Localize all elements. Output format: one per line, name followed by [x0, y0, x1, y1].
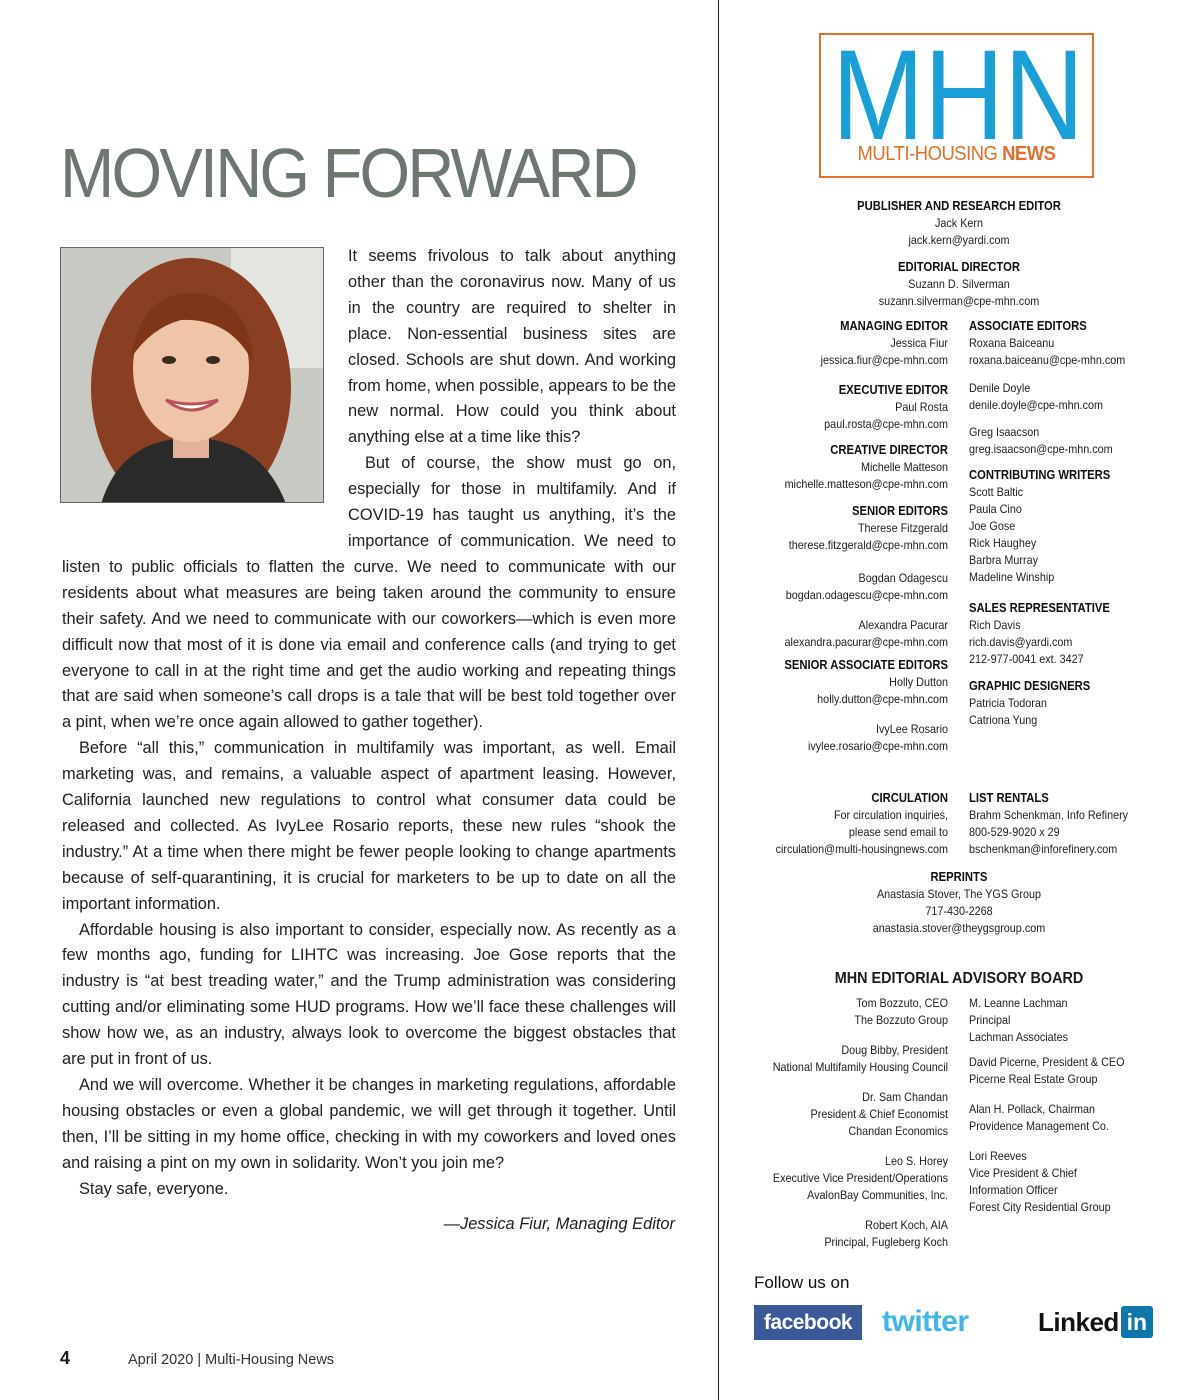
twitter-logo-link[interactable]: twitter [882, 1305, 969, 1338]
masthead-email: rich.davis@yardi.com [969, 635, 1073, 649]
masthead-circulation [756, 790, 948, 858]
board-member-line: Dr. Sam Chandan [862, 1090, 948, 1104]
board-member-line: Robert Koch, AIA [865, 1218, 948, 1232]
masthead-list-rentals [969, 790, 1146, 858]
masthead-name: Suzann D. Silverman [908, 277, 1010, 291]
board-member-line: Information Officer [969, 1183, 1058, 1197]
board-member-line: Tom Bozzuto, CEO [856, 996, 948, 1010]
board-member-line: Alan H. Pollack, Chairman [969, 1102, 1096, 1116]
masthead-contributing-writers [969, 467, 1126, 586]
board-member-line: Vice President & Chief [969, 1166, 1077, 1180]
masthead-line: Brahm Schenkman, Info Refinery [969, 808, 1129, 822]
masthead-name: Michelle Matteson [860, 460, 948, 474]
board-member-line: M. Leanne Lachman [969, 996, 1068, 1010]
masthead-heading: EXECUTIVE EDITOR [838, 383, 948, 397]
masthead-publisher [846, 198, 1072, 249]
logo-subtitle-bold: NEWS [1002, 143, 1056, 165]
masthead-email: jack.kern@yardi.com [908, 233, 1010, 247]
masthead-heading: EDITORIAL DIRECTOR [898, 260, 1020, 274]
masthead-name: Greg Isaacson [969, 425, 1040, 439]
board-member-line: David Picerne, President & CEO [969, 1055, 1125, 1069]
linkedin-icon: in [1121, 1306, 1153, 1338]
masthead-email: holly.dutton@cpe-mhn.com [817, 692, 948, 706]
masthead-executive-editor [810, 382, 948, 433]
masthead-line: please send email to [848, 825, 948, 839]
editorial-article [62, 244, 676, 1203]
article-paragraph: Affordable housing is also important to consider, especially now. As recently as a few months ago, funding for LIHTC was increasing. Joe Gose reports that the industry is “at best treading water,” and the Trump administration was considering cutting and/or eliminating some HUD programs. How we’ll face these challenges will show how we, as an industry, always look to overcome the biggest obstacles that are put in front of us. [62, 920, 676, 1069]
masthead-name: IvyLee Rosario [875, 722, 948, 736]
masthead-name: Patricia Todoran [969, 696, 1047, 710]
board-member-line: Providence Management Co. [969, 1119, 1109, 1133]
masthead-name: Catriona Yung [969, 713, 1038, 727]
masthead-name: Bogdan Odagescu [858, 571, 948, 585]
masthead-name: Jack Kern [934, 216, 984, 230]
follow-us-label: Follow us on [754, 1273, 850, 1292]
masthead-name: Rick Haughey [969, 536, 1037, 550]
masthead-email: suzann.silverman@cpe-mhn.com [878, 294, 1040, 308]
advisory-board-title-text: MHN EDITORIAL ADVISORY BOARD [834, 970, 1084, 987]
masthead-editorial-director [870, 259, 1048, 310]
advisory-board-right-column [969, 995, 1142, 1216]
masthead-heading: GRAPHIC DESIGNERS [969, 679, 1091, 693]
masthead-email: paul.rosta@cpe-mhn.com [824, 417, 948, 431]
board-member-line: President & Chief Economist [810, 1107, 948, 1121]
board-member-line: National Multifamily Housing Council [772, 1060, 948, 1074]
board-member-line: Chandan Economics [848, 1124, 948, 1138]
board-member-line: Principal, Fugleberg Koch [824, 1235, 948, 1249]
board-member-line: Picerne Real Estate Group [969, 1072, 1098, 1086]
masthead-email: anastasia.stover@theygsgroup.com [872, 921, 1046, 935]
masthead-name: Denile Doyle [969, 381, 1031, 395]
board-member-line: Executive Vice President/Operations [772, 1171, 948, 1185]
masthead-heading: REPRINTS [930, 870, 988, 884]
masthead-sales [969, 600, 1126, 668]
board-member-line: Lori Reeves [969, 1149, 1027, 1163]
masthead-graphic-designers [969, 678, 1104, 729]
masthead-line: For circulation inquiries, [833, 808, 948, 822]
facebook-logo-link[interactable]: facebook [754, 1305, 862, 1340]
masthead-email: denile.doyle@cpe-mhn.com [969, 398, 1104, 412]
board-member-line: Forest City Residential Group [969, 1200, 1111, 1214]
article-paragraph: And we will overcome. Whether it be changes in marketing regulations, affordable housing obstacles or even a global pandemic, we will get through it together. Until then, I’ll be sitting in my home office, checking in with my coworkers and loved ones and raising a pint on my own in solidarity. Won’t you join me? [62, 1076, 676, 1172]
board-member-line: Lachman Associates [969, 1030, 1069, 1044]
masthead-heading: ASSOCIATE EDITORS [969, 319, 1087, 333]
masthead-email: greg.isaacson@cpe-mhn.com [969, 442, 1113, 456]
linkedin-logo-link[interactable] [1038, 1304, 1153, 1340]
masthead-email: michelle.matteson@cpe-mhn.com [784, 477, 948, 491]
advisory-board-left-column [753, 995, 948, 1251]
masthead-email: alexandra.pacurar@cpe-mhn.com [784, 635, 948, 649]
masthead-name: Paul Rosta [895, 400, 948, 414]
mhn-logo [819, 33, 1094, 178]
masthead-name: Therese Fitzgerald [857, 521, 948, 535]
masthead-name: Scott Baltic [969, 485, 1024, 499]
board-member-line: Leo S. Horey [884, 1154, 948, 1168]
masthead-name: Roxana Baiceanu [969, 336, 1055, 350]
page-title: MOVING FORWARD [60, 134, 636, 212]
masthead-heading: CIRCULATION [871, 791, 948, 805]
masthead-heading: LIST RENTALS [969, 791, 1049, 805]
article-signature: —Jessica Fiur, Managing Editor [443, 1215, 675, 1233]
mhn-logo-letters [829, 43, 1087, 143]
column-divider [718, 0, 719, 1400]
logo-letters-text: MHN [832, 43, 1084, 143]
advisory-board-title [821, 970, 1097, 988]
masthead-name: Holly Dutton [889, 675, 948, 689]
masthead-email: bogdan.odagescu@cpe-mhn.com [785, 588, 948, 602]
masthead-senior-editors [766, 503, 948, 651]
board-member-line: The Bozzuto Group [854, 1013, 948, 1027]
masthead-heading: CONTRIBUTING WRITERS [969, 468, 1111, 482]
logo-subtitle-light: MULTI-HOUSING [857, 143, 1003, 165]
masthead-senior-associate-editors [766, 657, 948, 755]
masthead-phone: 212-977-0041 ext. 3427 [969, 652, 1084, 666]
masthead-email: jessica.fiur@cpe-mhn.com [820, 353, 948, 367]
masthead-heading: CREATIVE DIRECTOR [830, 443, 948, 457]
masthead-heading: SENIOR EDITORS [851, 504, 948, 518]
masthead-name: Joe Gose [969, 519, 1016, 533]
logo-subtitle [841, 143, 1072, 166]
masthead-email: bschenkman@inforefinery.com [969, 842, 1118, 856]
page-footer [60, 1348, 334, 1369]
article-paragraph: Before “all this,” communication in multifamily was important, as well. Email marketing was, and remains, a valuable aspect of apartment leasing. However, California launched new regulations to control what consumer data could be released and collected. As IvyLee Rosario reports, these new rules “shook the industry.” At a time when there might be fewer people looking to change apartments because of self-quarantining, it is crucial for marketers to be up to date on all the important information. [62, 739, 676, 913]
masthead-name: Jessica Fiur [890, 336, 948, 350]
masthead-reprints [863, 869, 1055, 937]
masthead-heading: SENIOR ASSOCIATE EDITORS [784, 658, 948, 672]
masthead-email: therese.fitzgerald@cpe-mhn.com [788, 538, 948, 552]
masthead-line: 800-529-9020 x 29 [969, 825, 1060, 839]
masthead-name: Madeline Winship [969, 570, 1055, 584]
footer-issue-text: April 2020 | Multi-Housing News [128, 1352, 335, 1368]
masthead-line: 717-430-2268 [925, 904, 993, 918]
article-paragraph: It seems frivolous to talk about anything other than the coronavirus now. Many of us in the country are required to shelter in place. Non-essential business sites are closed. Schools are shut down. And working from home, when possible, appears to be the new normal. How could you think about anything else at a time like this? [348, 247, 677, 447]
board-member-line: Doug Bibby, President [841, 1043, 948, 1057]
masthead-heading: PUBLISHER AND RESEARCH EDITOR [857, 199, 1061, 213]
linkedin-logo-text: Linked [1038, 1307, 1119, 1337]
masthead-name: Alexandra Pacurar [858, 618, 948, 632]
masthead-name: Paula Cino [969, 502, 1022, 516]
masthead-heading: MANAGING EDITOR [840, 319, 948, 333]
board-member-line: Principal [969, 1013, 1011, 1027]
page-number: 4 [60, 1348, 71, 1368]
masthead-managing-editor [806, 318, 948, 369]
masthead-creative-director [766, 442, 948, 493]
masthead-heading: SALES REPRESENTATIVE [969, 601, 1110, 615]
masthead-email: ivylee.rosario@cpe-mhn.com [807, 739, 948, 753]
masthead-associate-editors [969, 318, 1143, 458]
article-paragraph: Stay safe, everyone. [79, 1179, 229, 1198]
masthead-email: roxana.baiceanu@cpe-mhn.com [969, 353, 1126, 367]
masthead-name: Barbra Murray [969, 553, 1039, 567]
masthead-email: circulation@multi-housingnews.com [775, 842, 948, 856]
masthead-name: Rich Davis [969, 618, 1021, 632]
article-paragraph: But of course, the show must go on, especially for those in multifamily. And if COVID-19 has taught us anything, it’s the importance of communication. We need to listen to public officials to flatten the curve. We need to communicate with our residents about what measures are being taken around the community to ensure their safety. And we need to communicate with our coworkers—which is even more difficult now that most of it is done via email and conference calls (and trying to get everyone to call in at the right time and get the audio working and repeating things that are said when someone’s call drops is a tale that will be best told together over a pint, when we’re once again allowed to gather together). [62, 454, 676, 732]
masthead-line: Anastasia Stover, The YGS Group [876, 887, 1042, 901]
board-member-line: AvalonBay Communities, Inc. [807, 1188, 948, 1202]
